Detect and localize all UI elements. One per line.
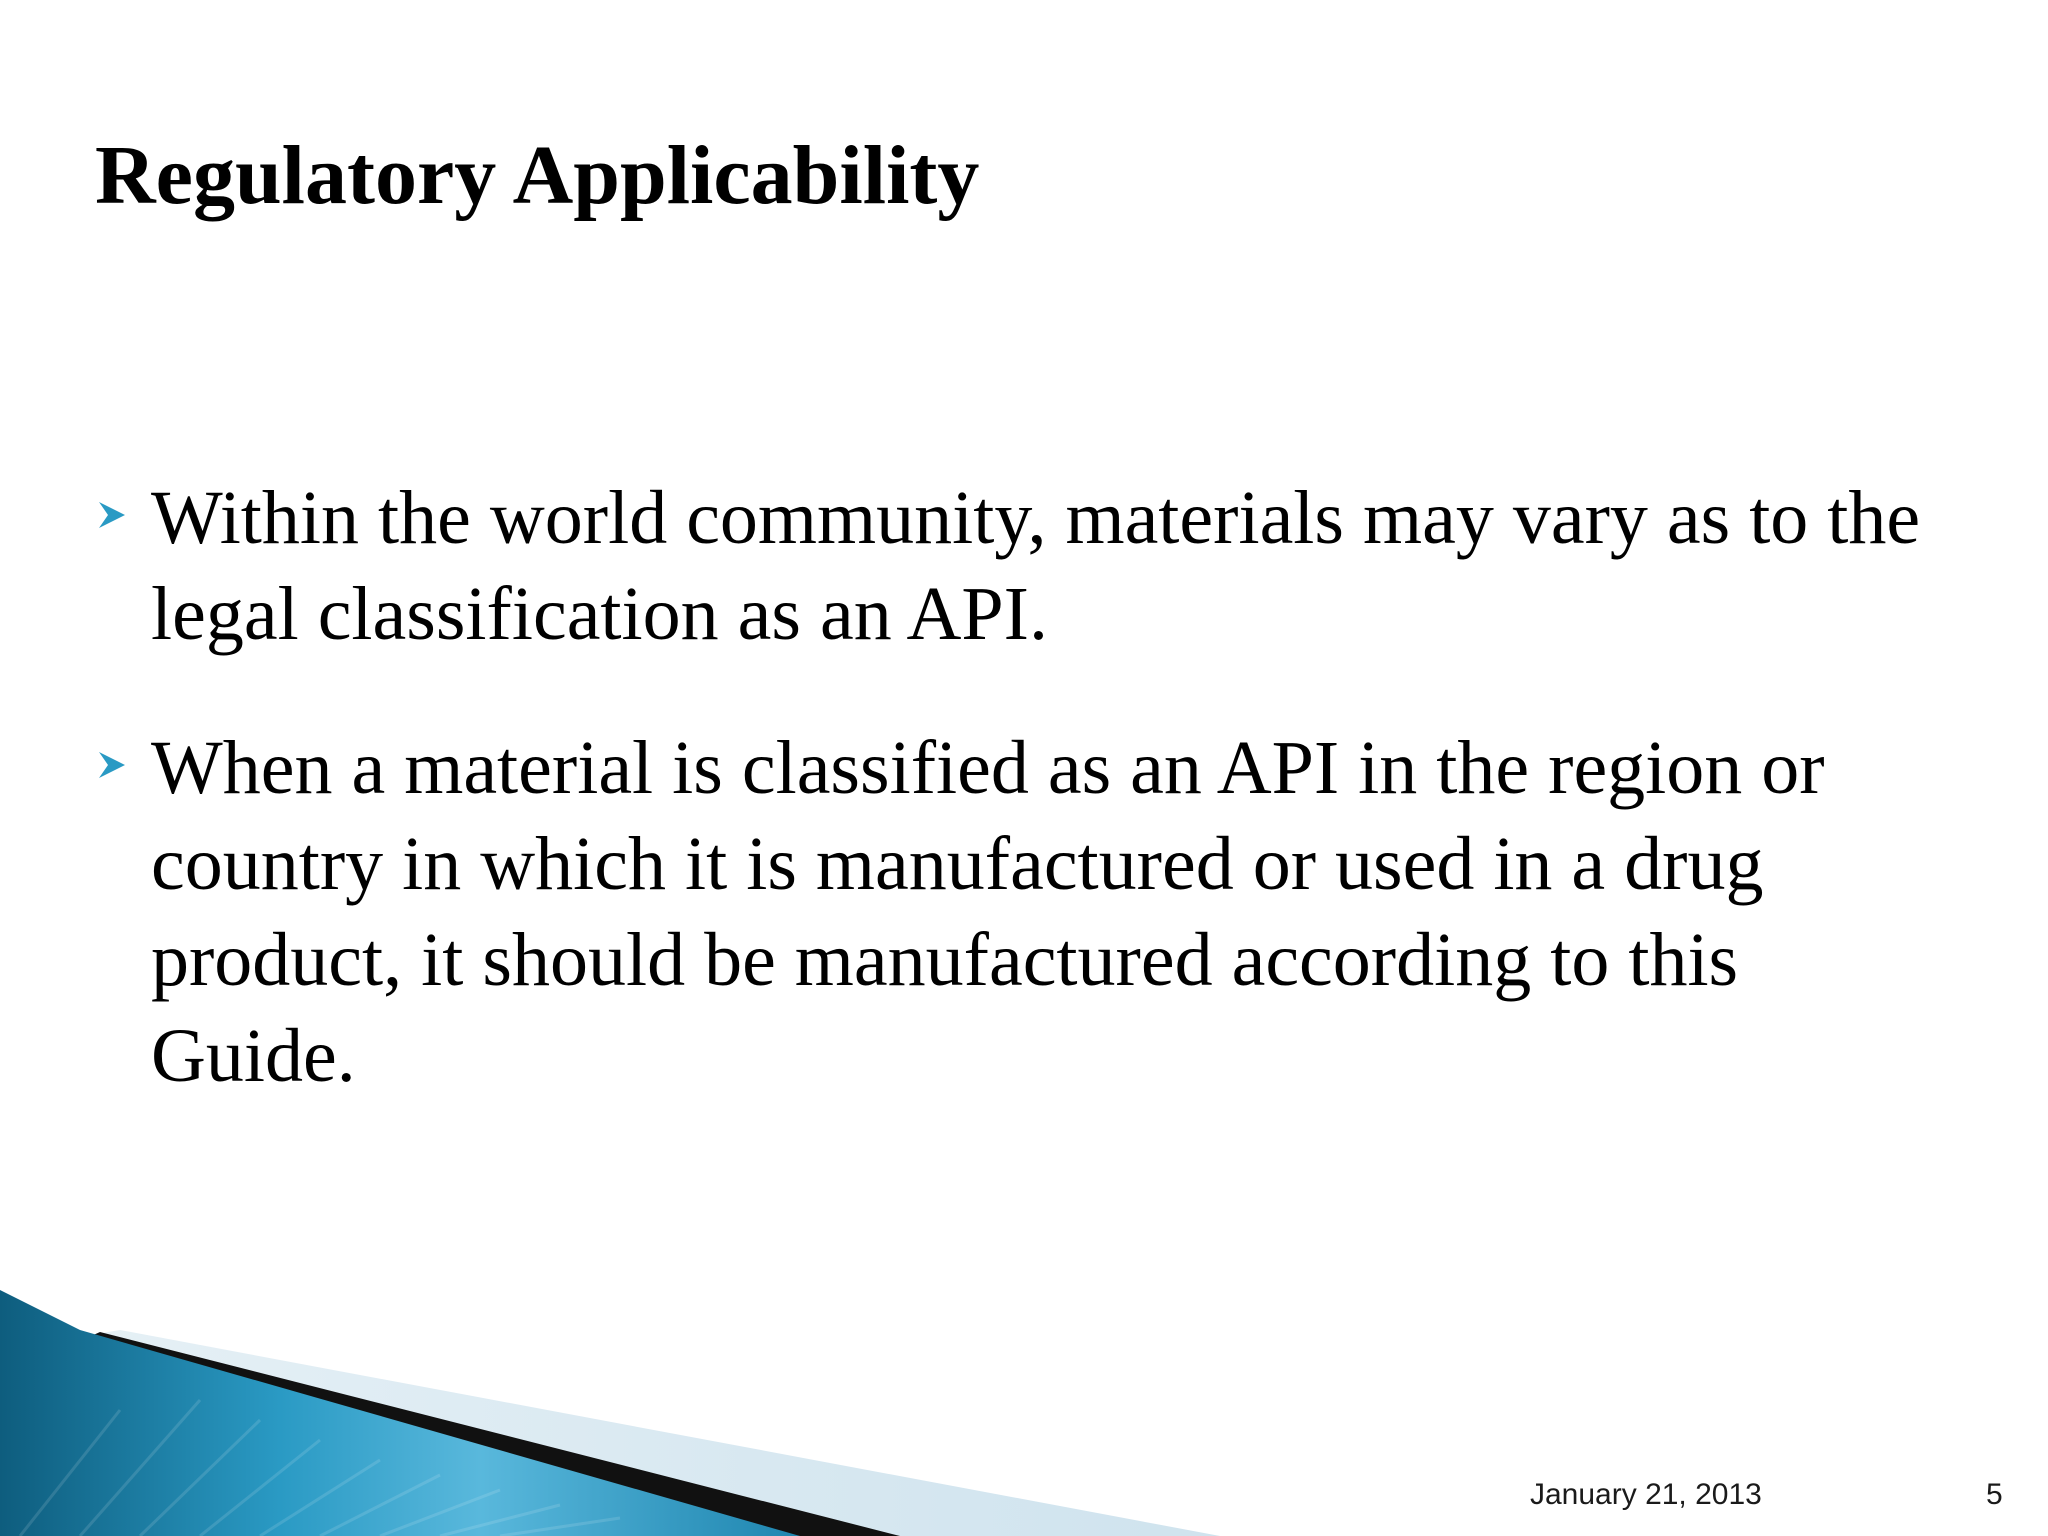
bullet-item [95,470,1921,662]
bullet-item [95,720,1915,1104]
slide-number: 5 [1986,1478,2003,1511]
arrowhead-bullet-icon [97,750,127,780]
bullet-list [95,470,1921,1162]
slide-title: Regulatory Applicability [95,129,980,222]
arrowhead-bullet-icon [97,500,127,530]
footer-date: January 21, 2013 [1530,1478,1762,1511]
bullet-text: When a material is classified as an API in the region or country in which it is manufactured or used in a drug product, it should be manufactured according to this Guide. [151,726,1825,1098]
bullet-text: Within the world community, materials may vary as to the legal classification as an API. [151,476,1921,656]
